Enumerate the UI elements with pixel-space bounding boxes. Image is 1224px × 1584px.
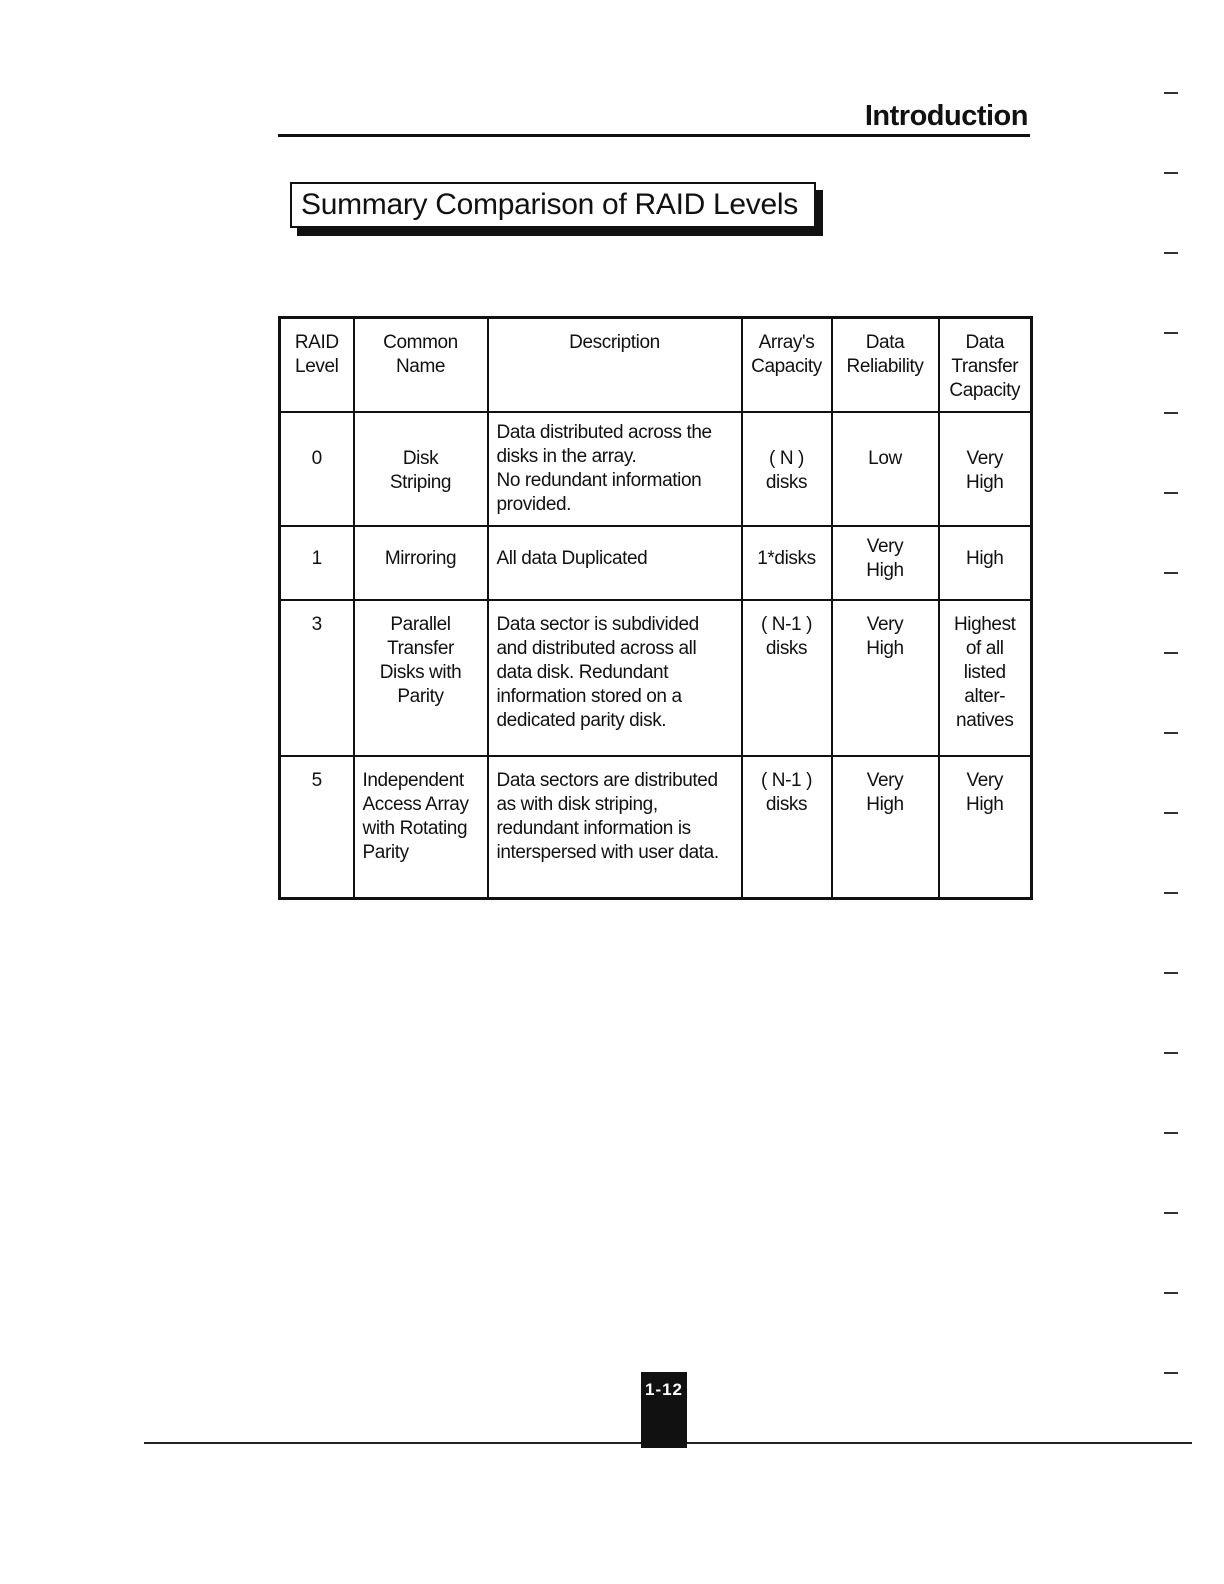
cell-common-name: Mirroring	[354, 526, 488, 600]
cell-data-reliability: Low	[832, 412, 939, 526]
margin-tick	[1164, 1372, 1178, 1374]
cell-data-transfer-capacity: Highest of all listed alter- natives	[939, 600, 1032, 756]
margin-tick	[1164, 652, 1178, 654]
cell-data-reliability: Very High	[832, 756, 939, 898]
cell-arrays-capacity: ( N ) disks	[742, 412, 832, 526]
column-header-description: Description	[488, 318, 742, 413]
column-header-arrays-capacity: Array's Capacity	[742, 318, 832, 413]
raid-comparison-table	[278, 316, 1033, 900]
margin-tick	[1164, 92, 1178, 94]
cell-arrays-capacity: ( N-1 ) disks	[742, 600, 832, 756]
margin-tick	[1164, 1292, 1178, 1294]
section-header: Introduction	[864, 100, 1028, 132]
margin-tick	[1164, 1212, 1178, 1214]
cell-data-transfer-capacity: Very High	[939, 412, 1032, 526]
cell-common-name: Parallel Transfer Disks with Parity	[354, 600, 488, 756]
margin-tick	[1164, 492, 1178, 494]
cell-raid-level: 1	[280, 526, 354, 600]
table-row	[280, 756, 1032, 898]
column-header-data-reliability: Data Reliability	[832, 318, 939, 413]
cell-data-reliability: Very High	[832, 600, 939, 756]
cell-data-transfer-capacity: High	[939, 526, 1032, 600]
margin-tick	[1164, 892, 1178, 894]
margin-tick	[1164, 812, 1178, 814]
cell-raid-level: 0	[280, 412, 354, 526]
table-row	[280, 526, 1032, 600]
margin-tick	[1164, 572, 1178, 574]
margin-tick	[1164, 1132, 1178, 1134]
margin-tick	[1164, 1052, 1178, 1054]
cell-arrays-capacity: 1*disks	[742, 526, 832, 600]
cell-common-name: Independent Access Array with Rotating Parity	[354, 756, 488, 898]
cell-description: Data sectors are distributed as with disk striping, redundant information is interspersed with user data.	[488, 756, 742, 898]
cell-raid-level: 3	[280, 600, 354, 756]
margin-tick	[1164, 732, 1178, 734]
cell-description: All data Duplicated	[488, 526, 742, 600]
table-row	[280, 412, 1032, 526]
header-rule	[278, 134, 1030, 137]
cell-data-reliability: Very High	[832, 526, 939, 600]
margin-tick	[1164, 412, 1178, 414]
margin-tick	[1164, 172, 1178, 174]
page-number: 1-12	[644, 1380, 684, 1399]
column-header-common-name: Common Name	[354, 318, 488, 413]
margin-tick-marks	[1144, 0, 1224, 1584]
margin-tick	[1164, 972, 1178, 974]
cell-description: Data distributed across the disks in the array. No redundant information provided.	[488, 412, 742, 526]
cell-common-name: Disk Striping	[354, 412, 488, 526]
cell-raid-level: 5	[280, 756, 354, 898]
cell-arrays-capacity: ( N-1 ) disks	[742, 756, 832, 898]
table-row	[280, 600, 1032, 756]
column-header-data-transfer-capacity: Data Transfer Capacity	[939, 318, 1032, 413]
table-header-row	[280, 318, 1032, 413]
page-title: Summary Comparison of RAID Levels	[290, 182, 816, 228]
margin-tick	[1164, 252, 1178, 254]
cell-data-transfer-capacity: Very High	[939, 756, 1032, 898]
cell-description: Data sector is subdivided and distributed across all data disk. Redundant information stored on a dedicated parity disk.	[488, 600, 742, 756]
page-number-tab	[641, 1372, 687, 1448]
column-header-raid-level: RAID Level	[280, 318, 354, 413]
margin-tick	[1164, 332, 1178, 334]
